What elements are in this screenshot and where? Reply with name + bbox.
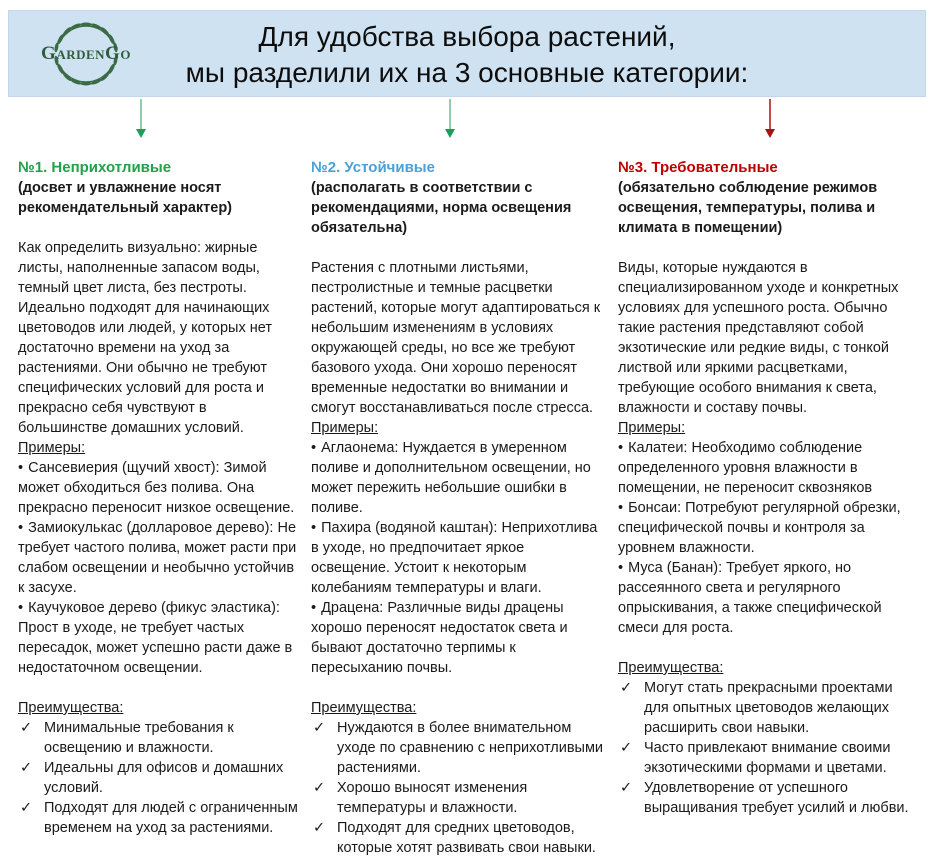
examples-label: Примеры: (311, 420, 379, 436)
category-column-2 (311, 158, 604, 858)
bullet-icon: • (18, 600, 24, 616)
example-item (18, 458, 299, 518)
example-text: Драцена: Различные виды драцены хорошо переносят недостаток света и бывают достаточно терпимы к пересыханию почвы. (311, 600, 568, 676)
category-description: Как определить визуально: жирные листы, наполненные запасом воды, темный цвет листа, без пестроты. Идеально подходят для начинающих цветоводов или людей, у которых нет достаточно времени на уход за растениями. Они обычно не требуют специфических условий для роста и прекрасно себя чувствуют в большинстве домашних условий. (18, 240, 272, 436)
advantage-item (18, 758, 299, 798)
advantage-text: Хорошо выносят изменения температуры и влажности. (337, 780, 528, 816)
example-item (618, 498, 916, 558)
check-icon: ✓ (620, 680, 633, 696)
category-subheading: (обязательно соблюдение режимов освещения, температуры, полива и климата в помещении) (618, 180, 878, 236)
example-text: Калатеи: Необходимо соблюдение определенного уровня влажности в помещении, не переносит сквозняков (618, 440, 873, 496)
example-item (311, 438, 604, 518)
advantage-text: Удовлетворение от успешного выращивания требует усилий и любви. (644, 780, 909, 816)
down-arrow-icon-category3 (769, 99, 771, 129)
page-title-line1: Для удобства выбора растений, (258, 21, 676, 52)
advantage-item (618, 738, 916, 778)
bullet-icon: • (18, 460, 24, 476)
advantage-text: Идеальны для офисов и домашних условий. (44, 760, 284, 796)
advantage-text: Подходят для людей с ограниченным временем на уход за растениями. (44, 800, 298, 836)
examples-label: Примеры: (18, 440, 86, 456)
example-text: Замиокулькас (долларовое дерево): Не требует частого полива, может расти при слабом освещении и необычно устойчив к засухе. (18, 520, 297, 596)
advantage-text: Нуждаются в более внимательном уходе по сравнению с неприхотливыми растениями. (337, 720, 604, 776)
example-text: Каучуковое дерево (фикус эластика): Прост в уходе, не требует частых пересадок, может успешно расти даже в недостаточном освещении. (18, 600, 293, 676)
example-text: Пахира (водяной каштан): Неприхотлива в уходе, но предпочитает яркое освещение. Устоит к некоторым колебаниям температуры и влаги. (311, 520, 598, 596)
bullet-icon: • (618, 440, 624, 456)
header-band (8, 10, 926, 97)
example-item (618, 558, 916, 638)
example-text: Сансевиерия (щучий хвост): Зимой может обходиться без полива. Она прекрасно переносит низкое освещение. (18, 460, 295, 516)
check-icon: ✓ (620, 740, 633, 756)
check-icon: ✓ (620, 780, 633, 796)
category-heading: №2. Устойчивые (311, 159, 435, 176)
category-heading: №1. Неприхотливые (18, 159, 172, 176)
check-icon: ✓ (20, 760, 33, 776)
bullet-icon: • (311, 600, 317, 616)
advantage-item (311, 718, 604, 778)
advantages-label: Преимущества: (18, 700, 124, 716)
category-subheading: (располагать в соответствии с рекомендациями, норма освещения обязательна) (311, 180, 572, 236)
logo-text: GardenGo (41, 43, 131, 64)
example-item (311, 518, 604, 598)
page-title (9, 19, 925, 91)
check-icon: ✓ (313, 720, 326, 736)
example-item (18, 598, 299, 678)
advantages-label: Преимущества: (311, 700, 417, 716)
advantage-item (18, 718, 299, 758)
example-text: Муса (Банан): Требует яркого, но рассеянного света и регулярного опрыскивания, а также специфической смеси для роста. (618, 560, 882, 636)
examples-label: Примеры: (618, 420, 686, 436)
category-description: Виды, которые нуждаются в специализированном уходе и конкретных условиях для успешного роста. Обычно такие растения представляют собой экзотические или редкие виды, с тонкой листвой или яркими расцветками, требующие особого внимания к света, влажности и составу почвы. (618, 260, 899, 416)
category-column-1 (18, 158, 299, 858)
advantage-item (18, 798, 299, 838)
category-description: Растения с плотными листьями, пестролистные и темные расцветки растений, которые могут адаптироваться к небольшим изменениям в условиях окружающей среды, но все же требуют базового ухода. Они хорошо переносят временные недостатки во внимании и смогут восстанавливаться после стресса. (311, 260, 601, 416)
check-icon: ✓ (20, 720, 33, 736)
bullet-icon: • (618, 500, 624, 516)
category-column-3 (618, 158, 916, 858)
bullet-icon: • (311, 520, 317, 536)
bullet-icon: • (311, 440, 317, 456)
down-arrow-icon-category1 (140, 99, 142, 129)
example-item (18, 518, 299, 598)
categories-container (18, 158, 920, 858)
category-heading: №3. Требовательные (618, 159, 778, 176)
advantages-label: Преимущества: (618, 660, 724, 676)
advantage-text: Часто привлекают внимание своими экзотическими формами и цветами. (644, 740, 891, 776)
example-text: Бонсаи: Потребуют регулярной обрезки, специфической почвы и контроля за уровнем влажности. (618, 500, 901, 556)
advantage-text: Минимальные требования к освещению и влажности. (44, 720, 234, 756)
advantage-item (311, 778, 604, 818)
bullet-icon: • (618, 560, 624, 576)
advantage-text: Могут стать прекрасными проектами для опытных цветоводов желающих расширить свои навыки. (644, 680, 893, 736)
check-icon: ✓ (313, 780, 326, 796)
advantage-item (618, 678, 916, 738)
advantage-text: Подходят для средних цветоводов, которые хотят развивать свои навыки. (337, 820, 596, 856)
advantage-item (311, 818, 604, 858)
category-subheading: (досвет и увлажнение носят рекомендательный характер) (18, 180, 233, 216)
bullet-icon: • (18, 520, 24, 536)
check-icon: ✓ (313, 820, 326, 836)
example-item (618, 438, 916, 498)
page-title-line2: мы разделили их на 3 основные категории: (185, 57, 749, 88)
example-text: Аглаонема: Нуждается в умеренном поливе и дополнительном освещении, но может пережить небольшие ошибки в поливе. (311, 440, 591, 516)
example-item (311, 598, 604, 678)
advantage-item (618, 778, 916, 818)
check-icon: ✓ (20, 800, 33, 816)
down-arrow-icon-category2 (449, 99, 451, 129)
